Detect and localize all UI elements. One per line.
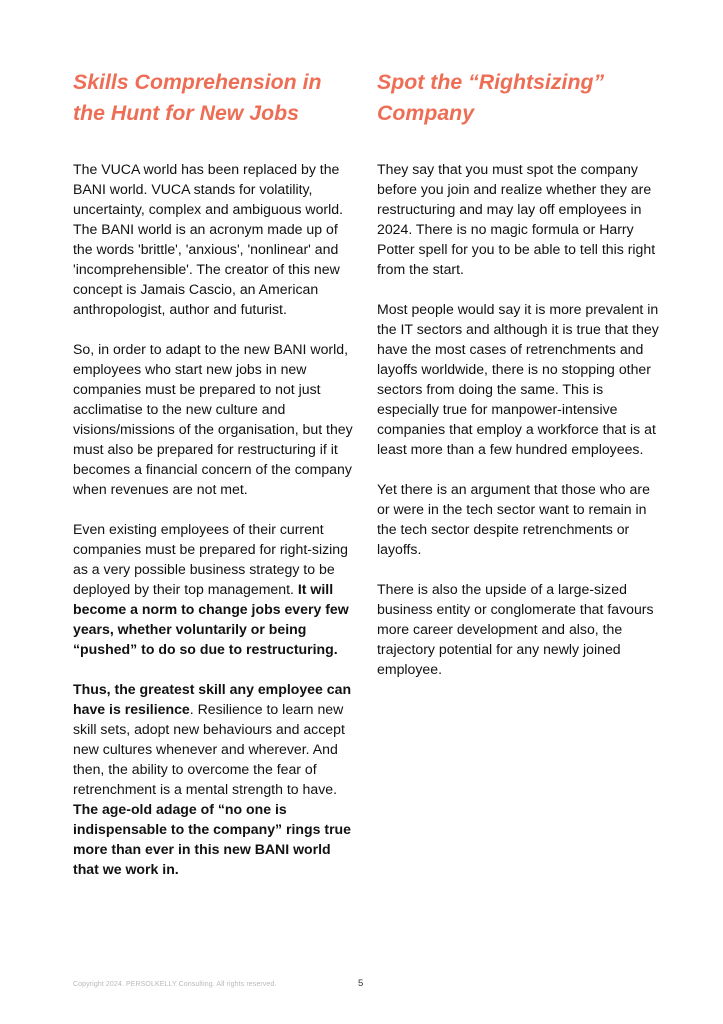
- left-paragraph-1: The VUCA world has been replaced by the BANI world. VUCA stands for volatility, uncertainty, complex and ambiguous world. The BANI world is an acronym made up of the words 'brittle', 'anxious', 'nonlinear' and 'incomprehensible'. The creator of this new concept is Jamais Cascio, an American anthropologist, author and futurist.: [73, 161, 344, 317]
- left-column-body: [73, 159, 358, 899]
- right-column-body: [377, 159, 662, 699]
- left-heading-line1: Skills Comprehension in: [73, 70, 322, 94]
- left-paragraph-2: So, in order to adapt to the new BANI world, employees who start new jobs in new companies must be prepared to not just acclimatise to the new culture and visions/missions of the organisation, but they must also be prepared for restructuring if it becomes a financial concern of the company when revenues are not met.: [73, 341, 353, 497]
- right-paragraph-3: Yet there is an argument that those who are or were in the tech sector want to remain in the tech sector despite retrenchments or layoffs.: [377, 481, 650, 557]
- left-heading-line2: the Hunt for New Jobs: [73, 101, 299, 125]
- left-column-header: [73, 67, 358, 129]
- right-column-header: [377, 67, 662, 129]
- right-paragraph-1: They say that you must spot the company before you join and realize whether they are restructuring and may lay off employees in 2024. There is no magic formula or Harry Potter spell for you to be able to tell this right from the start.: [377, 161, 656, 277]
- left-paragraph-3-text: Even existing employees of their current companies must be prepared for right-sizing as a very possible business strategy to be deployed by their top management.: [73, 521, 348, 597]
- right-heading-line2: Company: [377, 101, 475, 125]
- left-paragraph-4-text: . Resilience to learn new skill sets, adopt new behaviours and accept new cultures whenever and wherever. And then, the ability to overcome the fear of retrenchment is a mental strength to have.: [73, 701, 345, 797]
- footer-copyright: Copyright 2024. PERSOLKELLY Consulting. All rights reserved.: [73, 981, 277, 988]
- left-paragraph-4-emphasis-2: The age-old adage of “no one is indispensable to the company” rings true more than ever in this new BANI world that we work in.: [73, 801, 352, 877]
- left-paragraph-3-emphasis: It will become a norm to change jobs every few years, whether voluntarily or being “pushed” to do so due to restructuring.: [73, 581, 349, 657]
- right-heading-line1: Spot the “Rightsizing”: [377, 70, 605, 94]
- left-paragraph-3: [73, 519, 358, 659]
- left-heading: [73, 67, 358, 129]
- right-heading: [377, 67, 662, 129]
- page-number: 5: [358, 978, 364, 989]
- right-paragraph-2: Most people would say it is more prevalent in the IT sectors and although it is true that they have the most cases of retrenchments and layoffs worldwide, there is no stopping other sectors from doing the same. This is especially true for manpower-intensive companies that employ a workforce that is at least more than a few hundred employees.: [377, 301, 659, 457]
- left-paragraph-4: [73, 679, 358, 879]
- left-paragraph-4-emphasis-1: Thus, the greatest skill any employee can have is resilience: [73, 681, 352, 717]
- right-paragraph-4: There is also the upside of a large-sized business entity or conglomerate that favours more career development and also, the trajectory potential for any newly joined employee.: [377, 581, 654, 677]
